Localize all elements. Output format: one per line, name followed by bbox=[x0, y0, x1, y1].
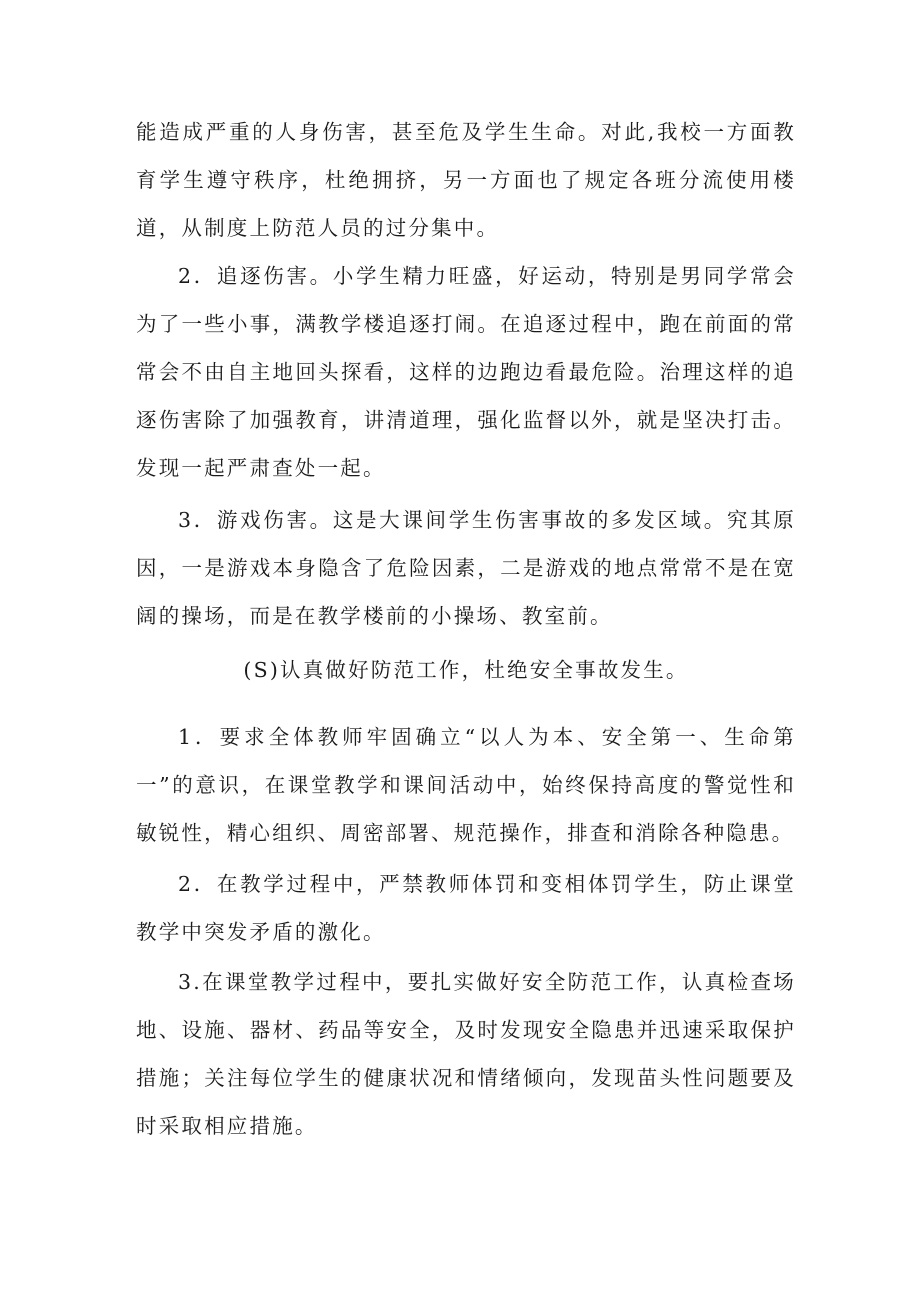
paragraph-2: 2．追逐伤害。小学生精力旺盛，好运动，特别是男同学常会为了一些小事，满教学楼追逐打闹。在追逐过程中，跑在前面的常常会不由自主地回头探看，这样的边跑边看最危险。治理这样的追逐伤害除了加强教育，讲清道理，强化监督以外，就是坚决打击。发现一起严肃查处一起。 bbox=[136, 264, 796, 480]
paragraph-1: 能造成严重的人身伤害，甚至危及学生生命。对此,我校一方面教育学生遵守秩序，杜绝拥挤，另一方面也了规定各班分流使用楼道，从制度上防范人员的过分集中。 bbox=[136, 120, 796, 240]
paragraph-3: 3．游戏伤害。这是大课间学生伤害事故的多发区域。究其原因，一是游戏本身隐含了危险因素，二是游戏的地点常常不是在宽阔的操场，而是在教学楼前的小操场、教室前。 bbox=[136, 508, 796, 628]
section-heading: (S)认真做好防范工作，杜绝安全事故发生。 bbox=[243, 658, 689, 682]
paragraph-5: 2．在教学过程中，严禁教师体罚和变相体罚学生，防止课堂教学中突发矛盾的激化。 bbox=[136, 872, 796, 944]
paragraph-6: 3.在课堂教学过程中，要扎实做好安全防范工作，认真检查场地、设施、器材、药品等安全，及时发现安全隐患并迅速采取保护措施；关注每位学生的健康状况和情绪倾向，发现苗头性问题要及时采取相应措施。 bbox=[136, 970, 796, 1138]
paragraph-4: 1．要求全体教师牢固确立“以人为本、安全第一、生命第一”的意识，在课堂教学和课间活动中，始终保持高度的警觉性和敏锐性，精心组织、周密部署、规范操作，排查和消除各种隐患。 bbox=[136, 725, 796, 845]
